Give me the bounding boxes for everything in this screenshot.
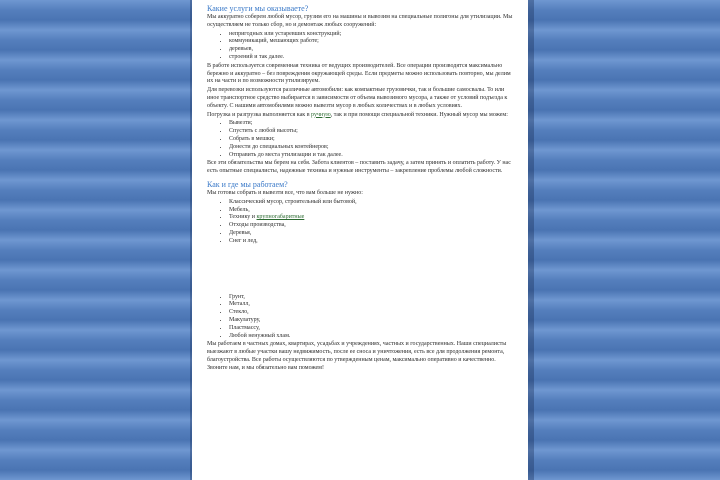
list-item: • непригодных или устаревших конструкций; [229, 31, 513, 39]
waste-types-list-a [207, 199, 513, 246]
loading-text-pre: Погрузка и разгрузка выполняется как в [207, 111, 312, 118]
can-do-list [207, 120, 513, 159]
list-item: • Стекло, [229, 309, 513, 317]
manual-link[interactable]: ручную [311, 111, 331, 118]
list-item: • Пластмассу, [229, 325, 513, 333]
list-item: • Мебель, [229, 207, 513, 215]
paragraph-intro-2: Мы готовы собрать и вывезти все, что вам больше не нужно: [207, 189, 363, 196]
paragraph-loading [207, 112, 513, 120]
list-item: • Донести до специальных контейнеров; [229, 144, 513, 152]
list-item: • деревьев, [229, 46, 513, 54]
list-item: • коммуникаций, мешающих работе; [229, 38, 513, 46]
list-item: • Металл, [229, 301, 513, 309]
document-body [207, 0, 513, 373]
list-item: • Любой ненужный хлам. [229, 333, 513, 341]
document-page[interactable] [192, 0, 528, 480]
blank-space [207, 247, 513, 293]
section-heading-how-where: Как и где мы работаем? [207, 179, 288, 189]
list-item: • Грунт, [229, 294, 513, 302]
list-item: • Спустить с любой высоты; [229, 128, 513, 136]
paragraph-outro: Все эти обязательства мы берем на себя. Забота клиентов – поставить задачу, а затем принять и оплатить работу. У нас есть опытные специалисты, надежные техника и нужные инструменты – закрепление проблемы любой сложности. [207, 160, 511, 175]
list-item: • Отправить до места утилизации и так далее. [229, 152, 513, 160]
paragraph-transport: Для перевозки используются различные автомобили: как компактные грузовички, так и большие самосвалы. То или иное транспортное средство выбирается в зависимости от объема вывозимого мусора, а также от условий подъезда к объекту. С нашими автомобилями можно вывезти мусор в любых количествах и в любых условиях. [207, 87, 508, 109]
list-item: • Отходы производства, [229, 222, 513, 230]
list-item: • Макулатуру, [229, 317, 513, 325]
list-item: • Собрать в мешки; [229, 136, 513, 144]
list-item: • Снег и лед, [229, 238, 513, 246]
list-item-text: Технику и [229, 214, 257, 221]
list-item: • Вывезти; [229, 120, 513, 128]
list-item: • строений и так далее. [229, 54, 513, 62]
loading-text-post: , так и при помощи специальной техники. Нужный мусор мы можем: [330, 111, 508, 118]
list-item: • Деревья, [229, 230, 513, 238]
waste-types-list-b [207, 294, 513, 341]
paragraph-final: Мы работаем в частных домах, квартирах, усадьбах и учреждениях, частных и государственных. Наши специалисты выезжают в любые участки вашу недвижимость, после ее сноса и уничтожения, есть все для продолжения ремонта, благоустройства. Все работы осуществляются по утвержденным ценам, максимально оперативно и качественно. Звоните нам, и мы обязательно вам поможем! [207, 341, 507, 371]
section-heading-services: Какие услуги мы оказываете? [207, 4, 309, 13]
list-item: • Классический мусор, строительный или бытовой, [229, 199, 513, 207]
paragraph-equipment: В работе используется современная техника от ведущих производителей. Все операции производятся максимально бережно и аккуратно – без повреждения окружающей среды. Если предметы можно использовать повторно, мы делим их на части и по возможности утилизируем. [207, 62, 511, 85]
paragraph-intro: Мы аккуратно соберем любой мусор, грузим его на машины и вывозим на специальные полигоны для утилизации. Мы осуществляем не только сбор, но и демонтаж любых сооружений: [207, 14, 513, 28]
demolition-list [207, 31, 513, 62]
bulky-link[interactable]: крупногабаритные [256, 214, 305, 221]
list-item [229, 214, 513, 222]
